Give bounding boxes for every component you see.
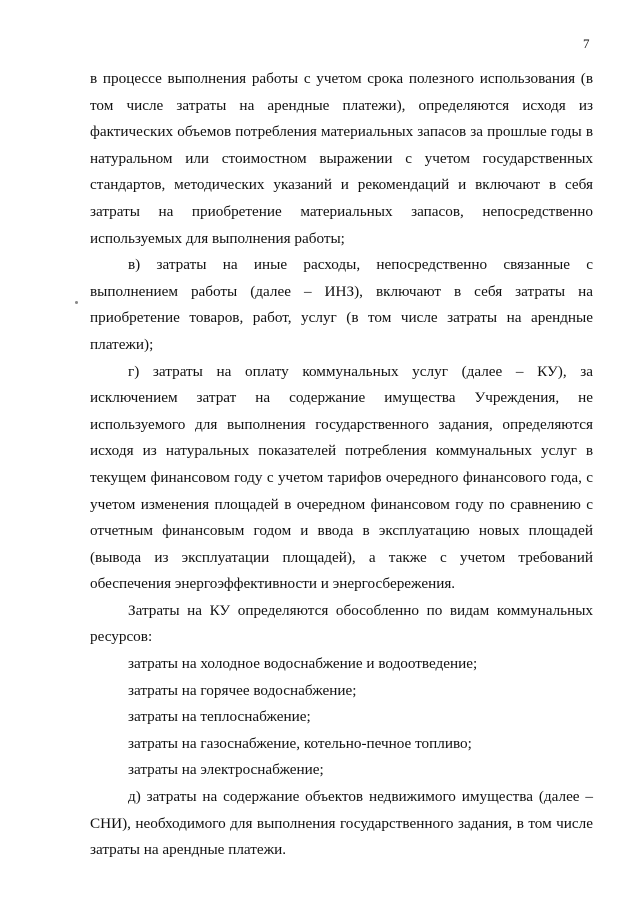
list-item-gas: затраты на газоснабжение, котельно-печное топливо;	[128, 734, 472, 752]
scan-speck	[75, 301, 78, 304]
list-item-cold-water: затраты на холодное водоснабжение и водоотведение;	[128, 655, 478, 673]
list-item-heat: затраты на теплоснабжение;	[128, 708, 311, 726]
document-body	[90, 66, 593, 864]
paragraph-g-ku: г) затраты на оплату коммунальных услуг (далее – КУ), за исключением затрат на содержание имущества Учреждения, не используемого для выполнения государственного задания, определяются исходя из натуральных показателей потребления коммунальных услуг в текущем финансовом году с учетом тарифов очередного финансового года, с учетом изменения площадей в очередном финансовом году по сравнению с отчетным финансовым годом и ввода в эксплуатацию новых площадей (вывода из эксплуатации площадей), а также с учетом требований обеспечения энергоэффективности и энергосбережения.	[90, 362, 593, 593]
page-number: 7	[583, 36, 590, 51]
paragraph-v-inz: в) затраты на иные расходы, непосредственно связанные с выполнением работы (далее – ИНЗ), включают в себя затраты на приобретение товаров, работ, услуг (в том числе затраты на арендные платежи);	[90, 256, 593, 353]
paragraph-continuation: в процессе выполнения работы с учетом срока полезного использования (в том числе затраты на арендные платежи), определяются исходя из фактических объемов потребления материальных запасов за прошлые годы в натуральном или стоимостном выражении с учетом государственных стандартов, методических указаний и рекомендаций и включают в себя затраты на приобретение материальных запасов, непосредственно используемых для выполнения работы;	[90, 70, 593, 247]
list-item-electricity: затраты на электроснабжение;	[128, 761, 324, 779]
paragraph-d-sni: д) затраты на содержание объектов недвижимого имущества (далее – СНИ), необходимого для выполнения государственного задания, в том числе затраты на арендные платежи.	[90, 788, 593, 859]
paragraph-ku-resources: Затраты на КУ определяются обособленно по видам коммунальных ресурсов:	[90, 601, 593, 646]
list-item-hot-water: затраты на горячее водоснабжение;	[128, 681, 357, 699]
